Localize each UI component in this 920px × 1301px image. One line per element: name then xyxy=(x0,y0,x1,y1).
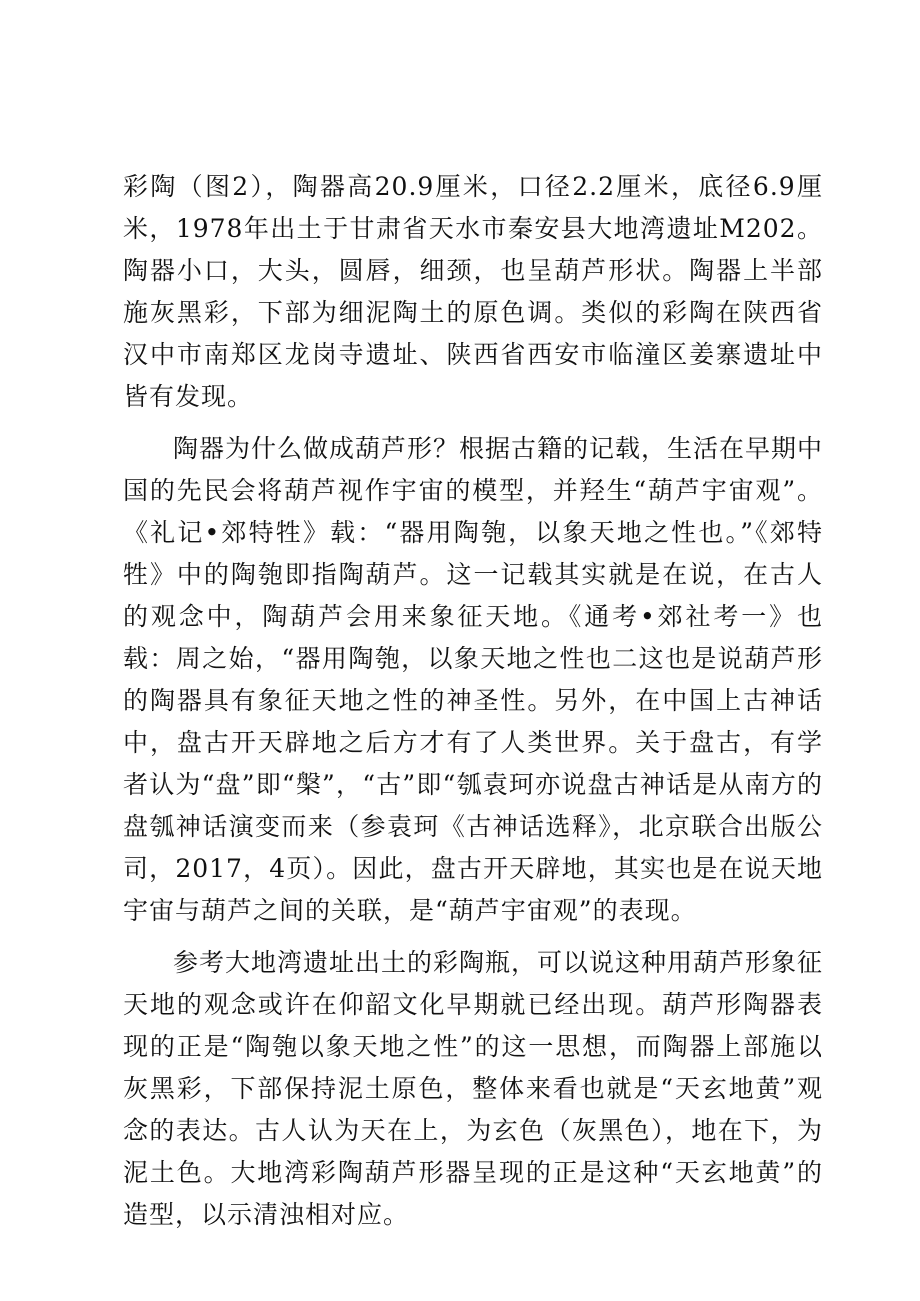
paragraph-painted-pottery-description: 彩陶（图2），陶器高20.9厘米，口径2.2厘米，底径6.9厘米，1978年出土于甘肃省天水市秦安县大地湾遗址M202。陶器小口，大头，圆唇，细颈，也呈葫芦形状。陶器上半部施灰黑彩，下部为细泥陶土的原色调。类似的彩陶在陕西省汉中市南郑区龙岗寺遗址、陕西省西安市临潼区姜寨遗址中皆有发现。 xyxy=(123,172,823,411)
paragraph-gourd-cosmology: 陶器为什么做成葫芦形？根据古籍的记载，生活在早期中国的先民会将葫芦视作宇宙的模型，并羟生“葫芦宇宙观”。《礼记•郊特牲》载：“器用陶匏，以象天地之性也。”《郊特牲》中的陶匏即指陶葫芦。这一记载其实就是在说，在古人的观念中，陶葫芦会用来象征天地。《通考•郊社考一》也载：周之始，“器用陶匏，以象天地之性也二这也是说葫芦形的陶器具有象征天地之性的神圣性。另外，在中国上古神话中，盘古开天辟地之后方才有了人类世界。关于盘古，有学者认为“盘”即“槃”，“古”即“瓠袁珂亦说盘古神话是从南方的盘瓠神话演变而来（参袁珂《古神话选释》，北京联合出版公司，2017，4页）。因此，盘古开天辟地，其实也是在说天地宇宙与葫芦之间的关联，是“葫芦宇宙观”的表现。 xyxy=(123,434,824,925)
paragraph-tian-xuan-di-huang: 参考大地湾遗址出土的彩陶瓶，可以说这种用葫芦形象征天地的观念或许在仰韶文化早期就已经出现。葫芦形陶器表现的正是“陶匏以象天地之性”的这一思想，而陶器上部施以灰黑彩，下部保持泥土原色，整体来看也就是“天玄地黄”观念的表达。古人认为天在上，为玄色（灰黑色），地在下，为泥土色。大地湾彩陶葫芦形器呈现的正是这种“天玄地黄”的造型，以示清浊相对应。 xyxy=(123,948,824,1229)
document-body xyxy=(123,166,823,1246)
